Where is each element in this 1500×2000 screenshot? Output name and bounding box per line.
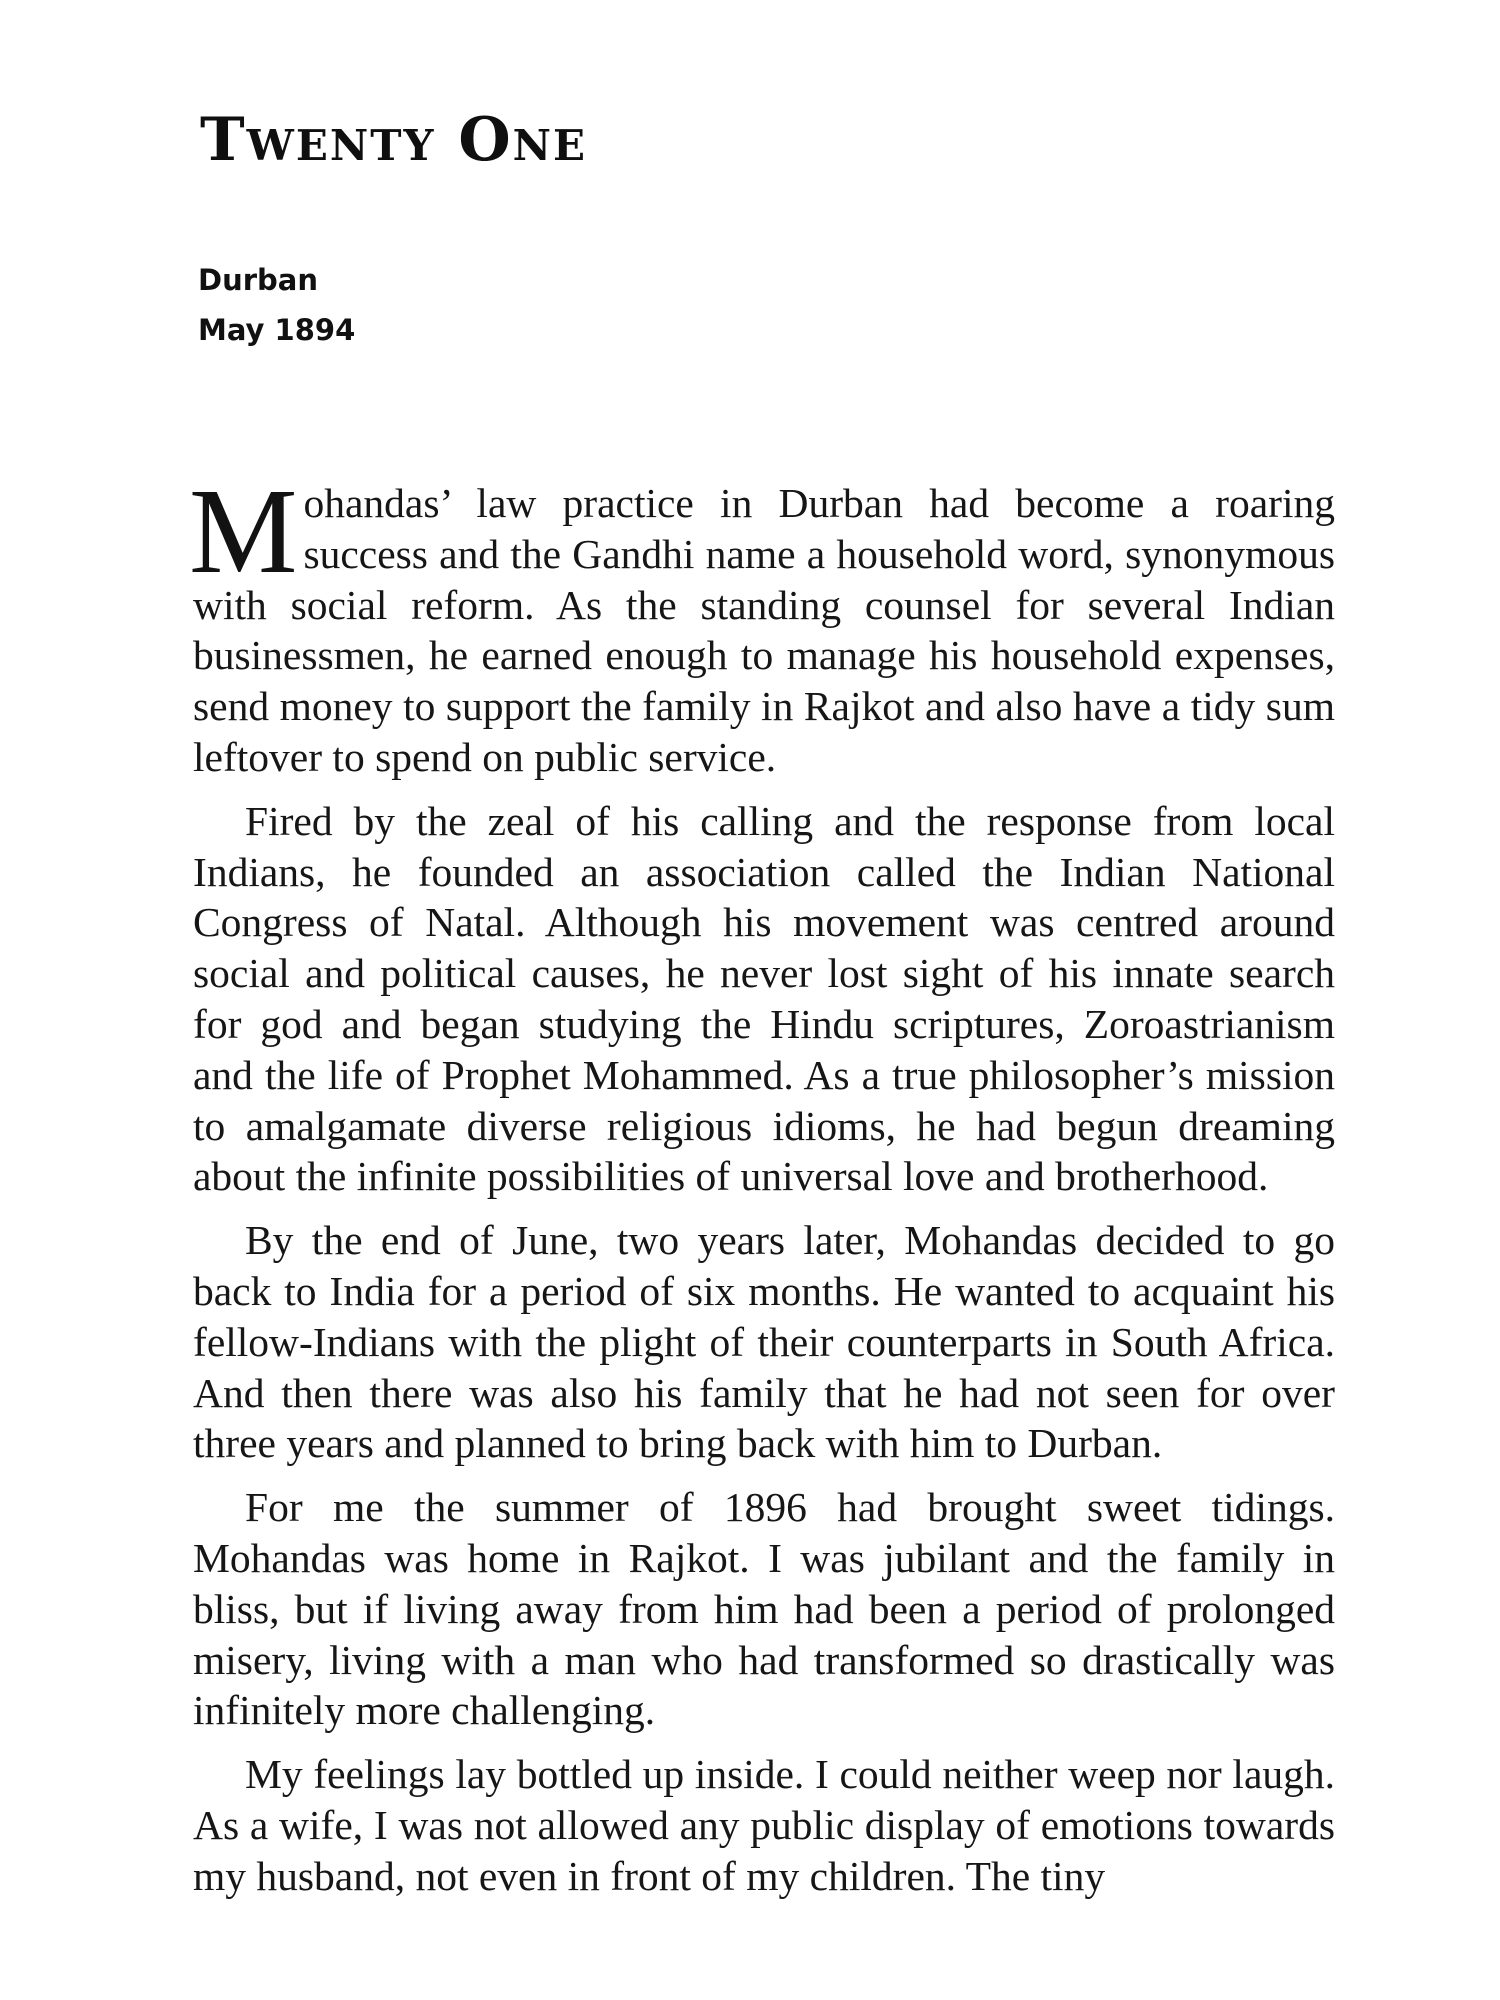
date-label: May 1894 <box>198 313 356 347</box>
paragraph-1 <box>189 464 1335 783</box>
paragraph-1-text: ohandas’ law practice in Durban had become a roaring success and the Gandhi name a household word, synonymous with social reform. As the standing counsel for several Indian businessmen, he earned enough to manage his household expenses, send money to support the family in Rajkot and also have a tidy sum leftover to spend on public service. <box>193 480 1335 780</box>
chapter-dateline <box>198 255 355 355</box>
chapter-body <box>189 464 1335 1915</box>
drop-cap: M <box>189 464 298 599</box>
place-label: Durban <box>198 263 318 297</box>
paragraph-5: My feelings lay bottled up inside. I could neither weep nor laugh. As a wife, I was not allowed any public display of emotions towards my husband, not even in front of my children. The tiny <box>193 1751 1335 1899</box>
paragraph-3: By the end of June, two years later, Mohandas decided to go back to India for a period of six months. He wanted to acquaint his fellow-Indians with the plight of their counterparts in South Africa. And then there was also his family that he had not seen for over three years and planned to bring back with him to Durban. <box>193 1217 1335 1467</box>
chapter-title: Twenty One <box>200 105 588 175</box>
paragraph-4: For me the summer of 1896 had brought sweet tidings. Mohandas was home in Rajkot. I was jubilant and the family in bliss, but if living away from him had been a period of prolonged misery, living with a man who had transformed so drastically was infinitely more challenging. <box>193 1484 1335 1734</box>
paragraph-2: Fired by the zeal of his calling and the response from local Indians, he founded an association called the Indian National Congress of Natal. Although his movement was centred around social and political causes, he never lost sight of his innate search for god and began studying the Hindu scriptures, Zoroastrianism and the life of Prophet Mohammed. As a true philosopher’s mission to amalgamate diverse religious idioms, he had begun dreaming about the infinite possibilities of universal love and brotherhood. <box>193 797 1335 1200</box>
